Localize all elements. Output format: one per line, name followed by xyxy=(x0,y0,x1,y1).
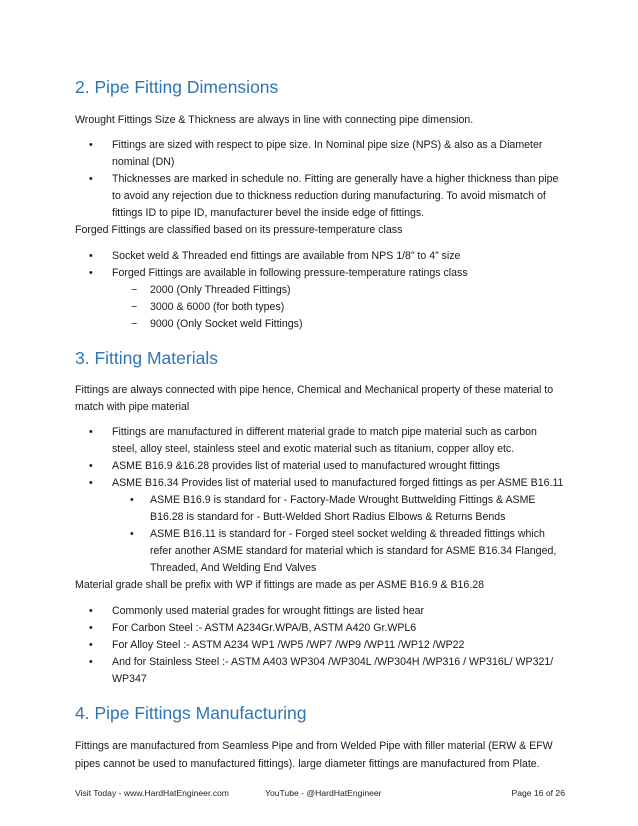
list-item xyxy=(75,637,565,654)
dash-icon: − xyxy=(131,284,138,296)
list-item-text: Commonly used material grades for wrought fittings are listed hear xyxy=(112,605,425,617)
list-item-text: 2000 (Only Threaded Fittings) xyxy=(150,284,291,296)
bullet-icon: • xyxy=(130,494,134,506)
sub-list-item xyxy=(75,492,565,526)
section-paragraph: Material grade shall be prefix with WP if fittings are made as per ASME B16.9 & B16.28 xyxy=(75,579,485,591)
sub-list-item xyxy=(75,316,565,333)
sub-list-item xyxy=(75,526,565,577)
section-intro: Fittings are always connected with pipe hence, Chemical and Mechanical property of these material to match with pipe material xyxy=(75,384,554,413)
list-item-text: 3000 & 6000 (for both types) xyxy=(150,301,285,313)
section-paragraph: Forged Fittings are classified based on its pressure-temperature class xyxy=(75,224,403,236)
bullet-icon: • xyxy=(89,250,93,262)
list-item-text: ASME B16.9 &16.28 provides list of material used to manufactured wrought fittings xyxy=(112,460,501,472)
list-item-text: Thicknesses are marked in schedule no. Fitting are generally have a higher thickness than pipe to avoid any rejection due to thickness reduction during manufacturing. To avoid mismatch of fittings ID to pipe ID, manufacturer bevel the inside edge of fittings. xyxy=(112,173,559,219)
section-heading-pipe-fittings-manufacturing: 4. Pipe Fittings Manufacturing xyxy=(75,703,307,723)
list-item xyxy=(75,654,565,688)
list-item xyxy=(75,137,565,171)
bullet-list xyxy=(75,603,565,688)
bullet-icon: • xyxy=(89,267,93,279)
bullet-list xyxy=(75,248,565,333)
list-item xyxy=(75,458,565,475)
section-heading-pipe-fitting-dimensions: 2. Pipe Fitting Dimensions xyxy=(75,77,279,97)
footer-website: Visit Today - www.HardHatEngineer.com xyxy=(75,788,229,798)
bullet-icon: • xyxy=(89,656,93,668)
sub-list-item xyxy=(75,282,565,299)
list-item-text: Fittings are manufactured in different material grade to match pipe material such as carbon steel, alloy steel, stainless steel and exotic material such as titanium, copper alloy etc. xyxy=(112,426,537,455)
list-item xyxy=(75,620,565,637)
section-heading-fitting-materials: 3. Fitting Materials xyxy=(75,348,218,368)
bullet-icon: • xyxy=(89,622,93,634)
list-item xyxy=(75,248,565,265)
bullet-list xyxy=(75,424,565,577)
bullet-icon: • xyxy=(89,605,93,617)
list-item xyxy=(75,475,565,492)
bullet-icon: • xyxy=(89,426,93,438)
list-item-text: 9000 (Only Socket weld Fittings) xyxy=(150,318,303,330)
dash-icon: − xyxy=(131,318,138,330)
list-item xyxy=(75,171,565,222)
list-item-text: And for Stainless Steel :- ASTM A403 WP304 /WP304L /WP304H /WP316 / WP316L/ WP321/ WP347 xyxy=(112,656,554,685)
list-item xyxy=(75,265,565,282)
page-content xyxy=(75,76,565,773)
list-item-text: Socket weld & Threaded end fittings are available from NPS 1/8” to 4” size xyxy=(112,250,461,262)
bullet-icon: • xyxy=(89,477,93,489)
list-item xyxy=(75,424,565,458)
list-item-text: ASME B16.34 Provides list of material used to manufactured forged fittings as per ASME B16.11 xyxy=(112,477,564,489)
list-item-text: Fittings are sized with respect to pipe size. In Nominal pipe size (NPS) & also as a Diameter nominal (DN) xyxy=(112,139,543,168)
list-item-text: For Alloy Steel :- ASTM A234 WP1 /WP5 /WP7 /WP9 /WP11 /WP12 /WP22 xyxy=(112,639,465,651)
list-item-text: For Carbon Steel :- ASTM A234Gr.WPA/B, ASTM A420 Gr.WPL6 xyxy=(112,622,417,634)
bullet-icon: • xyxy=(130,528,134,540)
section-intro: Fittings are manufactured from Seamless Pipe and from Welded Pipe with filler material (ERW & EFW pipes cannot be used to manufactured fittings). large diameter fittings are manufactured from Plate. xyxy=(75,740,553,770)
footer-youtube: YouTube - @HardHatEngineer xyxy=(265,788,382,798)
bullet-icon: • xyxy=(89,139,93,151)
list-item xyxy=(75,603,565,620)
bullet-icon: • xyxy=(89,639,93,651)
bullet-icon: • xyxy=(89,173,93,185)
list-item-text: Forged Fittings are available in following pressure-temperature ratings class xyxy=(112,267,468,279)
sub-list-item xyxy=(75,299,565,316)
list-item-text: ASME B16.11 is standard for - Forged steel socket welding & threaded fittings which refer another ASME standard for material which is standard for ASME B16.34 Flanged, Threaded, And Welding End Valves xyxy=(150,528,557,574)
list-item-text: ASME B16.9 is standard for - Factory-Made Wrought Buttwelding Fittings & ASME B16.28 is standard for - Butt-Welded Short Radius Elbows & Returns Bends xyxy=(150,494,536,523)
page-footer xyxy=(75,788,565,802)
section-intro: Wrought Fittings Size & Thickness are always in line with connecting pipe dimension. xyxy=(75,114,474,126)
footer-page-number: Page 16 of 26 xyxy=(511,788,565,798)
dash-icon: − xyxy=(131,301,138,313)
bullet-icon: • xyxy=(89,460,93,472)
bullet-list xyxy=(75,137,565,222)
